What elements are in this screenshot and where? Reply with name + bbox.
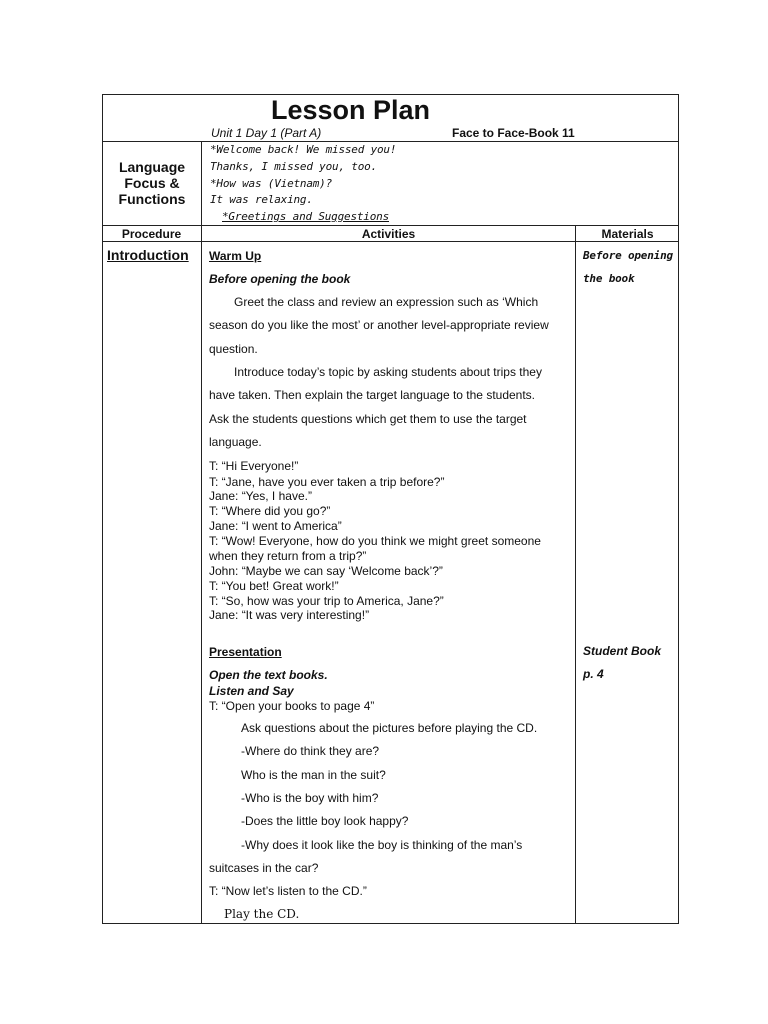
focus-line: *Greetings and Suggestions: [222, 210, 389, 223]
instruction-line: Play the CD.: [224, 907, 300, 921]
question-line: -Does the little boy look happy?: [241, 814, 409, 828]
dialogue-line: T: “You bet! Great work!”: [209, 579, 339, 593]
introduction-label: Introduction: [107, 247, 189, 263]
paragraph-line: Introduce today’s topic by asking students about trips they: [234, 365, 542, 379]
materials-line: the book: [583, 272, 635, 285]
dialogue-line: T: “Hi Everyone!”: [209, 459, 299, 473]
dialogue-line: Jane: “Yes, I have.”: [209, 489, 312, 503]
row-divider: [102, 141, 679, 142]
focus-line: It was relaxing.: [210, 193, 313, 206]
label-line: Language: [118, 159, 186, 175]
focus-line: *Welcome back! We missed you!: [210, 143, 397, 156]
question-line: -Where do think they are?: [241, 744, 380, 758]
question-line: suitcases in the car?: [209, 861, 319, 875]
row-divider: [102, 241, 679, 242]
focus-line: Thanks, I missed you, too.: [210, 160, 377, 173]
question-line: Who is the man in the suit?: [241, 768, 386, 782]
materials-line: Before opening: [583, 249, 673, 262]
page-label: p. 4: [583, 667, 604, 681]
language-focus-label: [103, 159, 201, 207]
dialogue-line: Jane: “I went to America”: [209, 519, 342, 533]
unit-label: Unit 1 Day 1 (Part A): [211, 126, 322, 140]
before-opening-heading: Before opening the book: [209, 272, 351, 286]
lesson-plan-table: [102, 94, 679, 924]
warm-up-heading: Warm Up: [209, 249, 262, 263]
column-divider: [575, 225, 576, 924]
paragraph-line: Greet the class and review an expression such as ‘Which: [234, 295, 539, 309]
label-line: Focus &: [124, 175, 180, 191]
focus-line: *How was (Vietnam)?: [210, 177, 333, 190]
question-line: Ask questions about the pictures before playing the CD.: [241, 721, 538, 735]
presentation-heading: Presentation: [209, 645, 282, 659]
dialogue-line: T: “Open your books to page 4”: [209, 699, 375, 713]
page-title: Lesson Plan: [271, 95, 431, 125]
materials-header: Materials: [601, 227, 654, 241]
dialogue-line: T: “So, how was your trip to America, Jane?”: [209, 594, 444, 608]
listen-say-heading: Listen and Say: [209, 684, 294, 698]
label-line: Functions: [118, 191, 186, 207]
row-divider: [102, 225, 679, 226]
paragraph-line: question.: [209, 342, 258, 356]
activities-header: Activities: [361, 227, 416, 241]
paragraph-line: language.: [209, 435, 262, 449]
question-line: -Who is the boy with him?: [241, 791, 379, 805]
dialogue-line: T: “Now let’s listen to the CD.”: [209, 884, 367, 898]
dialogue-line: T: “Wow! Everyone, how do you think we might greet someone: [209, 534, 541, 548]
open-books-heading: Open the text books.: [209, 668, 328, 682]
procedure-header: Procedure: [121, 227, 182, 241]
question-line: -Why does it look like the boy is thinking of the man’s: [241, 838, 523, 852]
dialogue-line: T: “Jane, have you ever taken a trip before?”: [209, 475, 445, 489]
dialogue-line: T: “Where did you go?”: [209, 504, 331, 518]
paragraph-line: Ask the students questions which get them to use the target: [209, 412, 527, 426]
dialogue-line: John: “Maybe we can say ‘Welcome back’?”: [209, 564, 443, 578]
dialogue-line: Jane: “It was very interesting!”: [209, 608, 370, 622]
student-book-label: Student Book: [583, 644, 661, 658]
paragraph-line: season do you like the most’ or another level-appropriate review: [209, 318, 549, 332]
paragraph-line: have taken. Then explain the target language to the students.: [209, 388, 536, 402]
dialogue-line: when they return from a trip?”: [209, 549, 367, 563]
book-label: Face to Face-Book 11: [452, 126, 575, 140]
column-divider: [201, 141, 202, 924]
